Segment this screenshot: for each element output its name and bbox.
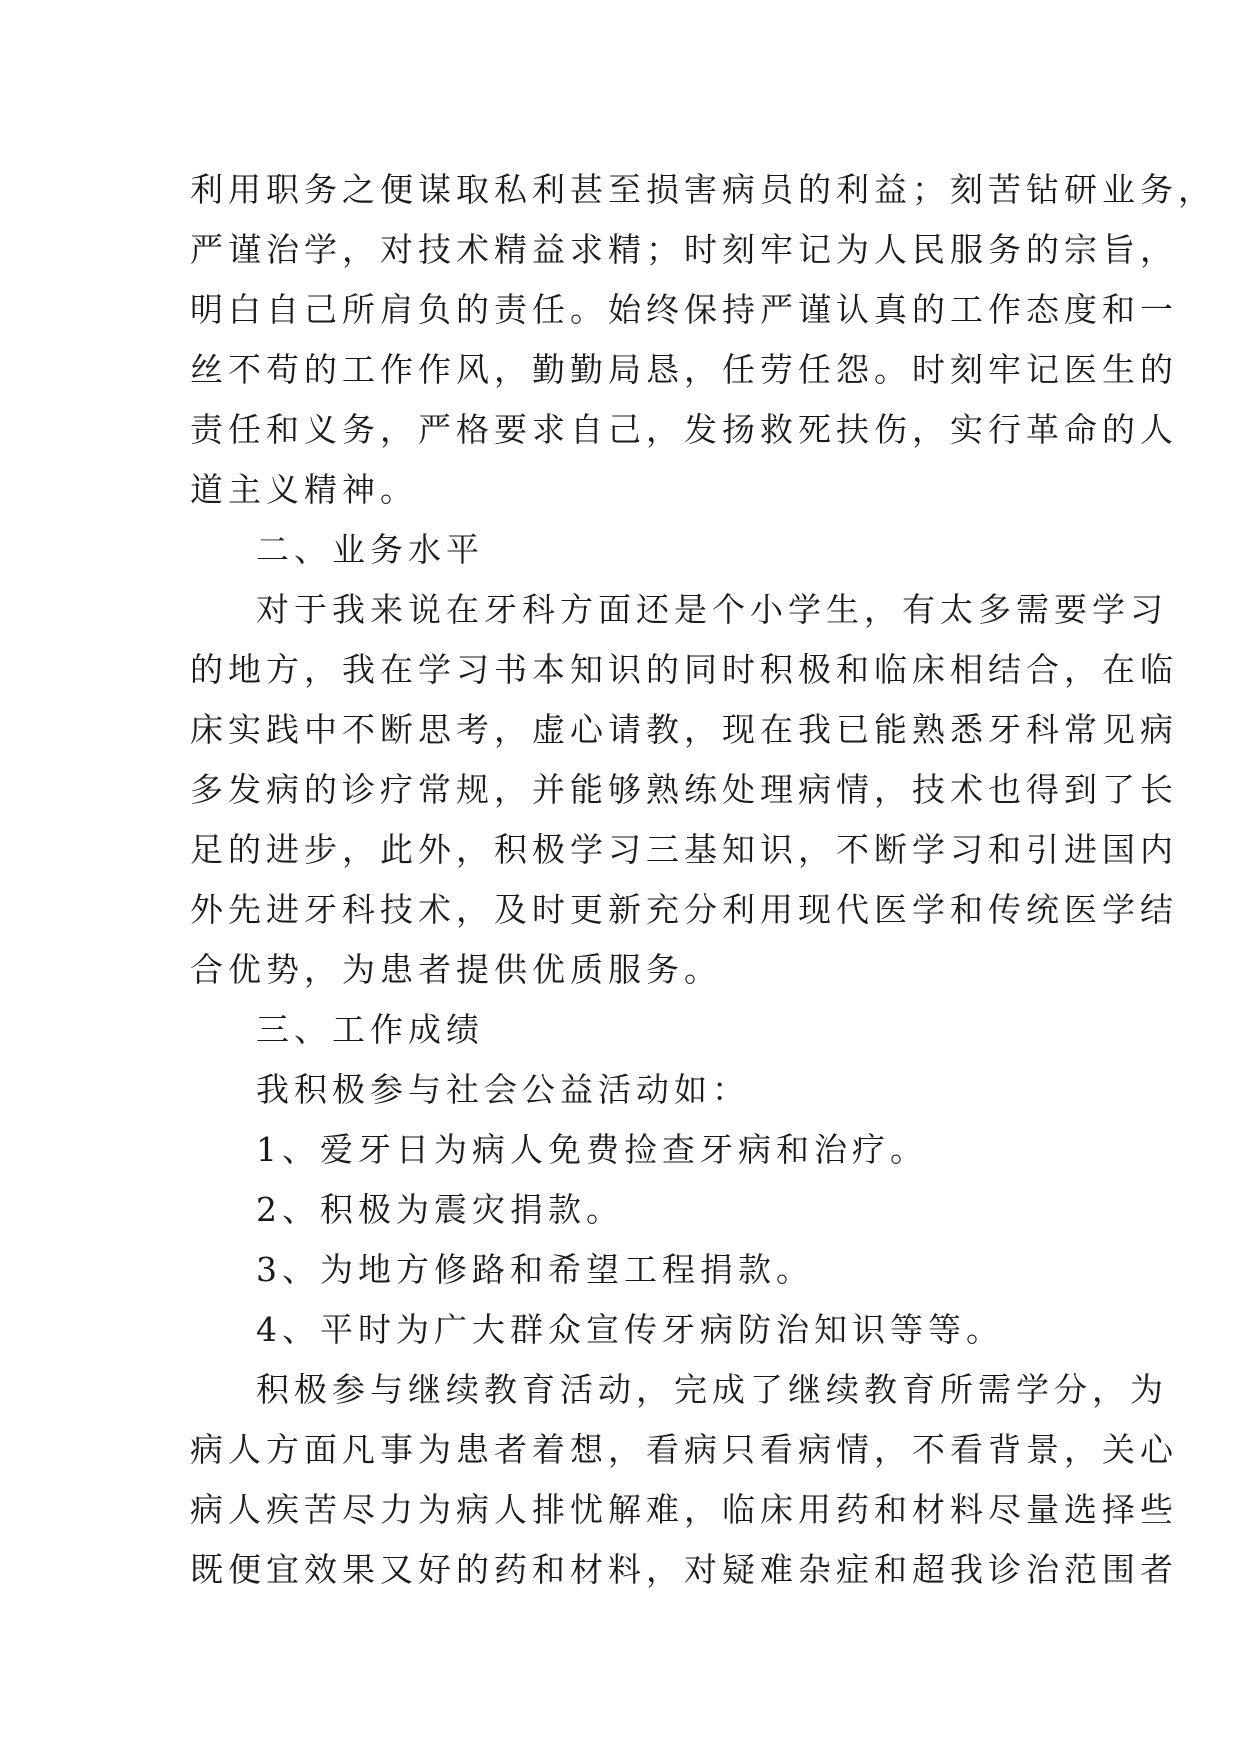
list-item: 2、积极为震灾捐款。 bbox=[256, 1190, 624, 1229]
text-line: 多发病的诊疗常规，并能够熟练处理病情，技术也得到了长 bbox=[190, 770, 1178, 809]
text-line: 利用职务之便谋取私利甚至损害病员的利益；刻苦钻研业务， bbox=[190, 170, 1216, 209]
text-line: 积极参与继续教育活动，完成了继续教育所需学分，为 bbox=[256, 1370, 1168, 1409]
document-body bbox=[190, 160, 1216, 1600]
text-line: 丝不苟的工作作风，勤勤局恳，任劳任怨。时刻牢记医生的 bbox=[190, 350, 1178, 389]
list-item: 1、爱牙日为病人免费捡查牙病和治疗。 bbox=[256, 1130, 928, 1169]
section-heading: 三、工作成绩 bbox=[256, 1010, 484, 1049]
text-line: 道主义精神。 bbox=[190, 470, 418, 509]
list-item: 4、平时为广大群众宣传牙病防治知识等等。 bbox=[256, 1310, 1004, 1349]
section-heading: 二、业务水平 bbox=[256, 530, 484, 569]
text-line: 明白自己所肩负的责任。始终保持严谨认真的工作态度和一 bbox=[190, 290, 1178, 329]
text-line: 既便宜效果又好的药和材料，对疑难杂症和超我诊治范围者 bbox=[190, 1550, 1178, 1589]
text-line: 床实践中不断思考，虚心请教，现在我已能熟悉牙科常见病 bbox=[190, 710, 1178, 749]
text-line: 的地方，我在学习书本知识的同时积极和临床相结合，在临 bbox=[190, 650, 1178, 689]
text-line: 足的进步，此外，积极学习三基知识，不断学习和引进国内 bbox=[190, 830, 1178, 869]
text-line: 合优势，为患者提供优质服务。 bbox=[190, 950, 722, 989]
text-line: 外先进牙科技术，及时更新充分利用现代医学和传统医学结 bbox=[190, 890, 1178, 929]
text-line: 病人疾苦尽力为病人排忧解难，临床用药和材料尽量选择些 bbox=[190, 1490, 1178, 1529]
text-line: 我积极参与社会公益活动如： bbox=[256, 1070, 750, 1109]
list-item: 3、为地方修路和希望工程捐款。 bbox=[256, 1250, 814, 1289]
text-line: 对于我来说在牙科方面还是个小学生，有太多需要学习 bbox=[256, 590, 1168, 629]
text-line: 责任和义务，严格要求自己，发扬救死扶伤，实行革命的人 bbox=[190, 410, 1178, 449]
text-line: 病人方面凡事为患者着想，看病只看病情，不看背景，关心 bbox=[190, 1430, 1178, 1469]
text-line: 严谨治学，对技术精益求精；时刻牢记为人民服务的宗旨， bbox=[190, 230, 1178, 269]
